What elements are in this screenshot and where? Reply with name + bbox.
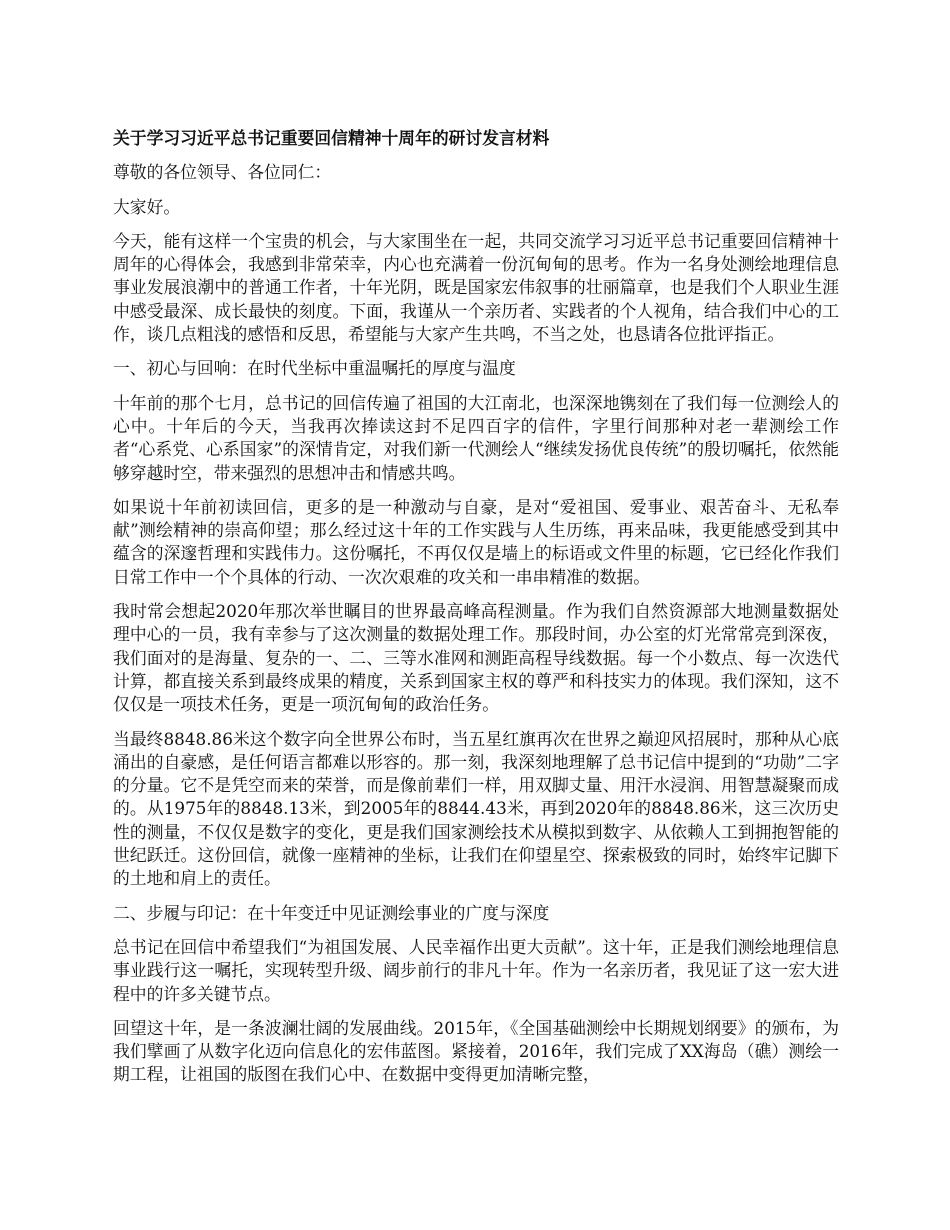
paragraph: 如果说十年前初读回信，更多的是一种激动与自豪，是对“爱祖国、爱事业、艰苦奋斗、无私奉献”测绘精神的崇高仰望；那么经过这十年的工作实践与人生历练，再来品味，我更能感受到其中蕴含的深邃哲理和实践伟力。这份嘱托，不再仅仅是墙上的标语或文件里的标题，它已经化作我们日常工作中一个个具体的行动、一次次艰难的攻关和一串串精准的数据。 <box>113 496 839 587</box>
paragraph: 回望这十年，是一条波澜壮阔的发展曲线。2015年，《全国基础测绘中长期规划纲要》的颁布，为我们擘画了从数字化迈向信息化的宏伟蓝图。紧接着，2016年，我们完成了XX海岛（礁）测绘一期工程，让祖国的版图在我们心中、在数据中变得更加清晰完整， <box>113 1017 839 1085</box>
document-page <box>113 127 839 1098</box>
paragraph: 我时常会想起2020年那次举世瞩目的世界最高峰高程测量。作为我们自然资源部大地测量数据处理中心的一员，我有幸参与了这次测量的数据处理工作。那段时间，办公室的灯光常常亮到深夜，我们面对的是海量、复杂的一、二、三等水准网和测距高程导线数据。每一个小数点、每一次迭代计算，都直接关系到最终成果的精度，关系到国家主权的尊严和科技实力的体现。我们深知，这不仅仅是一项技术任务，更是一项沉甸甸的政治任务。 <box>113 601 839 715</box>
paragraph: 总书记在回信中希望我们“为祖国发展、人民幸福作出更大贡献”。这十年，正是我们测绘地理信息事业践行这一嘱托，实现转型升级、阔步前行的非凡十年。作为一名亲历者，我见证了这一宏大进程中的许多关键节点。 <box>113 936 839 1004</box>
document-title: 关于学习习近平总书记重要回信精神十周年的研讨发言材料 <box>113 128 550 148</box>
greeting: 大家好。 <box>113 196 181 217</box>
section-heading-1: 一、初心与回响：在时代坐标中重温嘱托的厚度与温度 <box>113 358 516 379</box>
paragraph-intro: 今天，能有这样一个宝贵的机会，与大家围坐在一起，共同交流学习习近平总书记重要回信精神十周年的心得体会，我感到非常荣幸，内心也充满着一份沉甸甸的思考。作为一名身处测绘地理信息事业发展浪潮中的普通工作者，十年光阴，既是国家宏伟叙事的壮丽篇章，也是我们个人职业生涯中感受最深、成长最快的刻度。下面，我谨从一个亲历者、实践者的个人视角，结合我们中心的工作，谈几点粗浅的感悟和反思，希望能与大家产生共鸣，不当之处，也恳请各位批评指正。 <box>113 230 839 345</box>
salutation: 尊敬的各位领导、各位同仁： <box>113 162 332 183</box>
paragraph: 十年前的那个七月，总书记的回信传遍了祖国的大江南北，也深深地镌刻在了我们每一位测绘人的心中。十年后的今天，当我再次捧读这封不足四百字的信件，字里行间那种对老一辈测绘工作者“心系党、心系国家”的深情肯定，对我们新一代测绘人“继续发扬优良传统”的殷切嘱托，依然能够穿越时空，带来强烈的思想冲击和情感共鸣。 <box>113 392 839 483</box>
paragraph: 当最终8848.86米这个数字向全世界公布时，当五星红旗再次在世界之巅迎风招展时，那种从心底涌出的自豪感，是任何语言都难以形容的。那一刻，我深刻地理解了总书记信中提到的“功勋”二字的分量。它不是凭空而来的荣誉，而是像前辈们一样，用双脚丈量、用汗水浸润、用智慧凝聚而成的。从1975年的8848.13米，到2005年的8844.43米，再到2020年的8848.86米，这三次历史性的测量，不仅仅是数字的变化，更是我们国家测绘技术从模拟到数字、从依赖人工到拥抱智能的世纪跃迁。这份回信，就像一座精神的坐标，让我们在仰望星空、探索极致的同时，始终牢记脚下的土地和肩上的责任。 <box>113 728 839 889</box>
section-heading-2: 二、步履与印记：在十年变迁中见证测绘事业的广度与深度 <box>113 902 550 923</box>
